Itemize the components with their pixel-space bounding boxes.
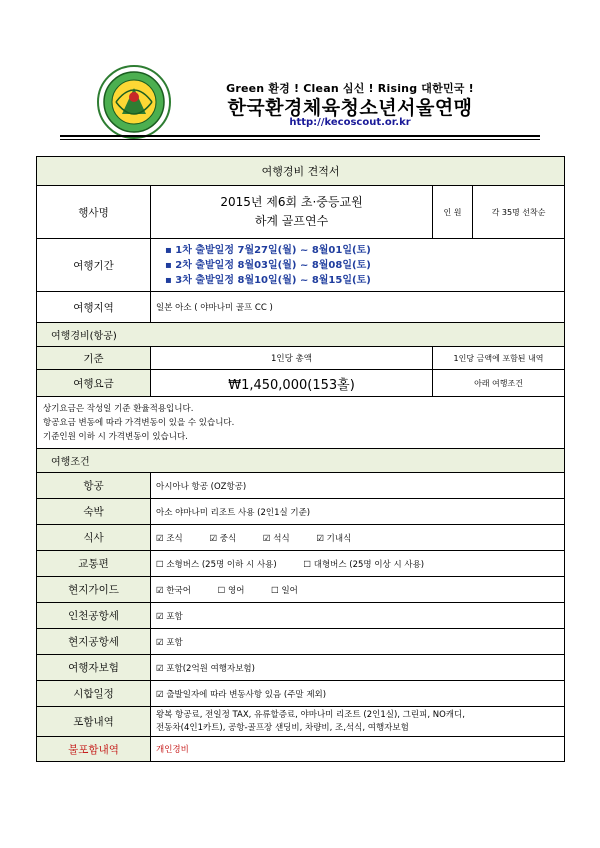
guide-label: 현지가이드: [37, 577, 151, 603]
guide-options: [151, 577, 565, 603]
note-2: 항공요금 변동에 따라 가격변동이 있을 수 있습니다.: [43, 417, 235, 428]
insurance-value: ☑ 포함(2억원 여행자보험): [151, 655, 565, 681]
small-bus-checkbox[interactable]: ☐ 소형버스 (25명 이하 시 사용): [156, 559, 277, 570]
cost-section-header: 여행경비(항공): [37, 323, 565, 347]
incheon-tax-label: 인천공항세: [37, 603, 151, 629]
estimate-table: [36, 156, 565, 762]
guide-japanese-checkbox[interactable]: ☐ 일어: [271, 585, 298, 596]
website-link[interactable]: http://kecoscout.or.kr: [289, 117, 411, 128]
local-tax-value: ☑ 포함: [151, 629, 565, 655]
travel-period-label: 여행기간: [37, 239, 151, 292]
meals-options: [151, 525, 565, 551]
schedule-2: ▪ 2차 출발일정 8월03일(월) ~ 8월08일(토): [165, 259, 371, 271]
guide-korean-checkbox[interactable]: ☑ 한국어: [156, 585, 191, 596]
event-name-line2: 하계 골프연수: [254, 214, 329, 228]
meal-dinner-checkbox[interactable]: ☑ 석식: [262, 533, 290, 544]
people-value: 각 35명 선착순: [473, 186, 565, 239]
excluded-value: 개인경비: [151, 737, 565, 762]
included-line1: 왕복 항공료, 전일정 TAX, 유류할증료, 야마나미 리조트 (2인1실), 그린피, NO캐디,: [156, 709, 465, 720]
transport-label: 교통편: [37, 551, 151, 577]
fee-label: 여행요금: [37, 370, 151, 397]
travel-period-schedules: [151, 239, 565, 292]
hotel-value: 아소 야마나미 리조트 사용 (2인1실 기준): [151, 499, 565, 525]
local-tax-label: 현지공항세: [37, 629, 151, 655]
large-bus-checkbox[interactable]: ☐ 대형버스 (25명 이상 시 사용): [303, 559, 425, 570]
document-title: 여행경비 견적서: [37, 157, 565, 186]
price-notes: [37, 397, 565, 449]
meal-breakfast-checkbox[interactable]: ☑ 조식: [156, 533, 183, 544]
hotel-label: 숙박: [37, 499, 151, 525]
letterhead: [0, 0, 600, 150]
excluded-label: 불포함내역: [37, 737, 151, 762]
meals-label: 식사: [37, 525, 151, 551]
included-value: [151, 707, 565, 737]
conditions-section-header: 여행조건: [37, 449, 565, 473]
included-line2: 전동차(4인1카트), 공항-골프장 샌딩비, 차량비, 조,석식, 여행자보험: [156, 722, 409, 733]
meal-inflight-checkbox[interactable]: ☑ 기내식: [316, 533, 352, 544]
region-value: 일본 아소 ( 야마나미 골프 CC ): [151, 292, 565, 323]
included-label: 포함내역: [37, 707, 151, 737]
event-name-label: 행사명: [37, 186, 151, 239]
guide-english-checkbox[interactable]: ☐ 영어: [217, 585, 245, 596]
basis-label: 기준: [37, 347, 151, 370]
transport-options: [151, 551, 565, 577]
incheon-tax-value: ☑ 포함: [151, 603, 565, 629]
slogan: Green 환경 ! Clean 심신 ! Rising 대한민국 !: [226, 82, 474, 95]
event-name: [151, 186, 433, 239]
schedule-3: ▪ 3차 출발일정 8월10일(월) ~ 8월15일(토): [165, 274, 371, 286]
people-label: 인 원: [433, 186, 473, 239]
basis-value: 1인당 총액: [151, 347, 433, 370]
organization-name: 한국환경체육청소년서울연맹: [227, 97, 473, 119]
airline-value: 아시아나 항공 (OZ항공): [151, 473, 565, 499]
match-schedule-value: ☑ 출발일자에 따라 변동사항 있음 (주말 제외): [151, 681, 565, 707]
match-schedule-label: 시합일정: [37, 681, 151, 707]
header-divider-thin: [60, 139, 540, 140]
federation-logo-emblem: [96, 64, 172, 140]
basis-note: 1인당 금액에 포함된 내역: [433, 347, 565, 370]
meal-lunch-checkbox[interactable]: ☑ 중식: [209, 533, 237, 544]
fee-note: 아래 여행조건: [433, 370, 565, 397]
note-1: 상기요금은 작성일 기준 환율적용입니다.: [43, 403, 194, 414]
fee-value: ₩1,450,000(153홀): [151, 370, 433, 397]
header-divider-thick: [60, 135, 540, 137]
airline-label: 항공: [37, 473, 151, 499]
event-name-line1: 2015년 제6회 초·중등교원: [220, 195, 363, 209]
note-3: 기준인원 이하 시 가격변동이 있습니다.: [43, 431, 188, 442]
insurance-label: 여행자보험: [37, 655, 151, 681]
schedule-1: ▪ 1차 출발일정 7월27일(월) ~ 8월01일(토): [165, 244, 371, 256]
region-label: 여행지역: [37, 292, 151, 323]
